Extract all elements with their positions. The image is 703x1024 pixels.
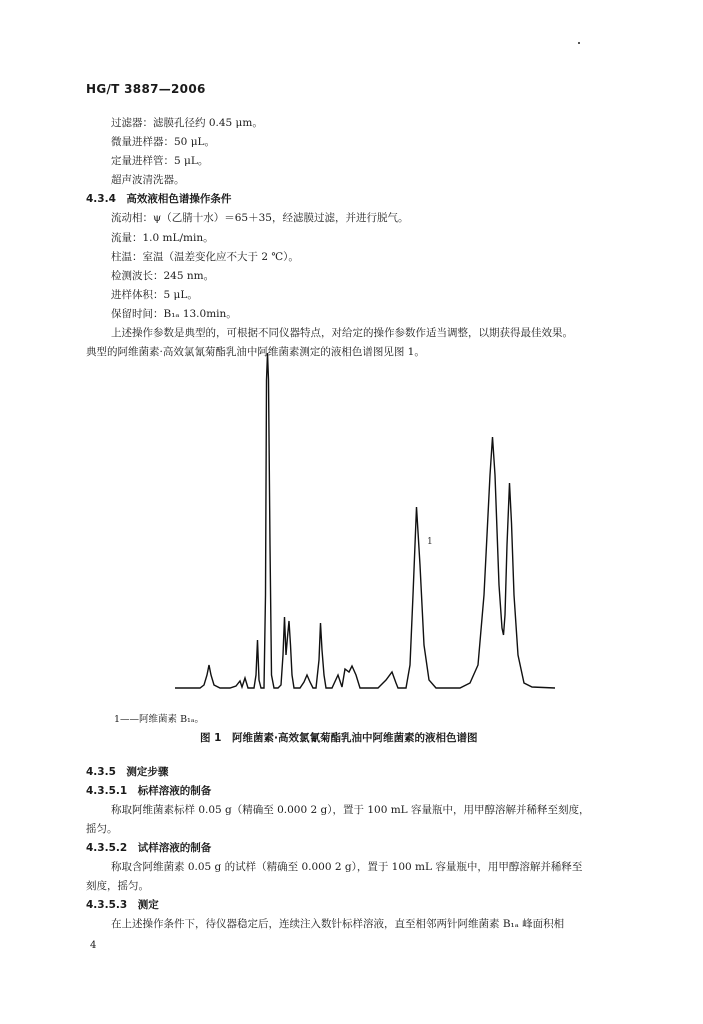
peak-label: 1	[427, 537, 433, 547]
equipment-line-4: 超声波清洗器。	[111, 174, 185, 186]
condition-injection-volume: 进样体积：5 μL。	[111, 289, 198, 301]
equipment-line-1: 过滤器：滤膜孔径约 0.45 μm。	[111, 117, 263, 129]
chromatogram-trace	[175, 353, 555, 688]
condition-mobile-phase: 流动相：ψ（乙腈十水）＝65＋35，经滤膜过滤，并进行脱气。	[111, 212, 409, 224]
equipment-line-2: 微量进样器：50 μL。	[111, 136, 215, 148]
section-4-3-4-heading: 4.3.4 高效液相色谱操作条件	[86, 193, 232, 205]
equipment-line-3: 定量进样管：5 μL。	[111, 155, 209, 167]
standard-prep-line-1: 称取阿维菌素标样 0.05 g（精确至 0.000 2 g），置于 100 mL 容量瓶中，用甲醇溶解并稀释至刻度，	[111, 804, 590, 816]
standard-number-header: HG/T 3887—2006	[86, 82, 206, 96]
section-4-3-5-heading: 4.3.5 测定步骤	[86, 766, 169, 778]
page-number: 4	[90, 940, 97, 951]
paragraph-line-2: 典型的阿维菌素·高效氯氰菊酯乳油中阿维菌素测定的液相色谱图见图 1。	[86, 346, 425, 358]
scan-speck	[578, 42, 580, 44]
chromatogram-figure	[170, 345, 570, 695]
standard-prep-line-2: 摇匀。	[86, 823, 118, 835]
sample-prep-line-1: 称取含阿维菌素 0.05 g 的试样（精确至 0.000 2 g），置于 100 mL 容量瓶中，用甲醇溶解并稀释至	[111, 861, 583, 873]
condition-flow-rate: 流量：1.0 mL/min。	[111, 232, 214, 244]
section-4-3-5-1-heading: 4.3.5.1 标样溶液的制备	[86, 785, 212, 797]
paragraph-line-1: 上述操作参数是典型的，可根据不同仪器特点，对给定的操作参数作适当调整，以期获得最佳效果。	[111, 327, 573, 339]
figure-legend: 1——阿维菌素 B₁ₐ。	[114, 714, 205, 725]
section-4-3-5-3-heading: 4.3.5.3 测定	[86, 899, 159, 911]
condition-wavelength: 检测波长：245 nm。	[111, 270, 215, 282]
determination-line-1: 在上述操作条件下，待仪器稳定后，连续注入数针标样溶液，直至相邻两针阿维菌素 B₁ₐ 峰面积相	[111, 918, 565, 930]
section-4-3-5-2-heading: 4.3.5.2 试样溶液的制备	[86, 842, 212, 854]
sample-prep-line-2: 刻度，摇匀。	[86, 880, 149, 892]
condition-column-temp: 柱温：室温（温差变化应不大于 2 ℃）。	[111, 251, 299, 263]
condition-retention-time: 保留时间：B₁ₐ 13.0min。	[111, 308, 237, 320]
figure-caption: 图 1 阿维菌素·高效氯氰菊酯乳油中阿维菌素的液相色谱图	[200, 732, 478, 744]
